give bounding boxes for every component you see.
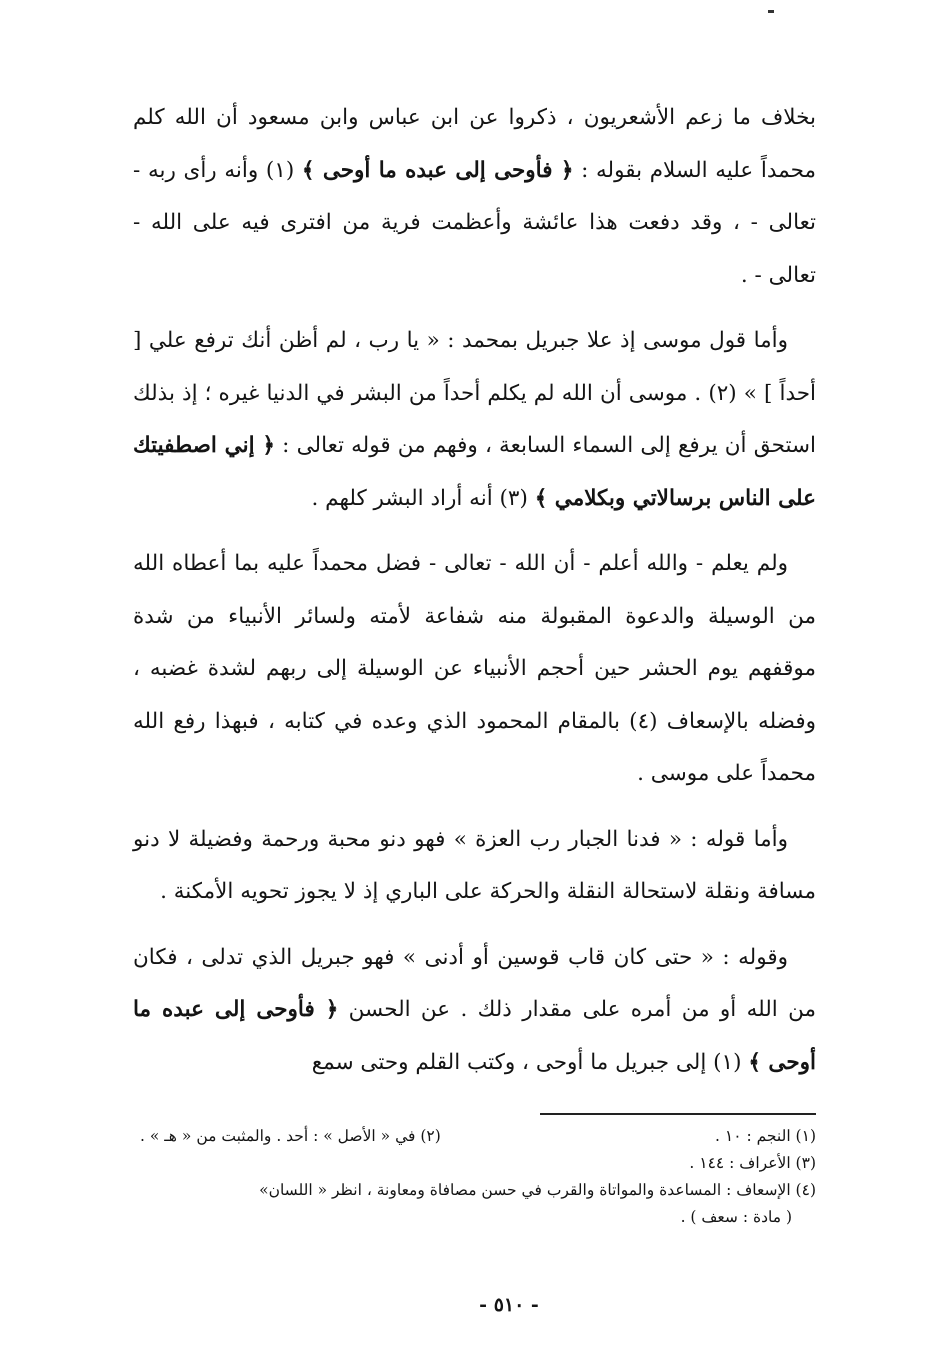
footnote-1: (١) النجم : ١٠ . [715,1127,816,1145]
page-number: - ٥١٠ - [479,1294,539,1316]
paragraph: وأما قوله : « فدنا الجبار رب العزة » فهو دنو محبة ورحمة وفضيلة لا دنو مسافة ونقلة لاستحالة النقلة والحركة على الباري إذ لا يجوز تحويه الأمكنة . [133,826,816,904]
quran-quote: ﴿ إني اصطفيتك على الناس برسالاتي وبكلامي ﴾ [133,433,816,511]
paragraph: وأما قول موسى إذ علا جبريل بمحمد : « يا رب ، لم أظن أنك ترفع علي [ أحداً ] » (٢) . موسى أن الله لم يكلم أحداً من البشر في الدنيا غيره ؛ إذ بذلك استحق أن يرفع إلى السماء السابعة ، وفهم من قوله تعالى : ﴿ إني اصطفيتك على الناس برسالاتي وبكلامي ﴾ (٣) أنه أراد البشر كلهم . [133,328,816,511]
main-text [133,92,816,1102]
quran-quote: ﴿ فأوحى إلى عبده ما أوحى ﴾ [133,997,816,1075]
footnote-4-continuation: ( مادة : سعف ) . [680,1208,792,1226]
footnote-2: (٢) في « الأصل » : أحد . والمثبت من « هـ » . [140,1127,441,1145]
paragraph: بخلاف ما زعم الأشعريون ، ذكروا عن ابن عباس وابن مسعود أن الله كلم محمداً عليه السلام بقوله : ﴿ فأوحى إلى عبده ما أوحى ﴾ (١) وأنه رأى ربه - تعالى - ، وقد دفعت هذا عائشة وأعظمت فرية من افترى فيه على الله - تعالى - . [133,105,816,288]
paragraph: ولم يعلم - والله أعلم - أن الله - تعالى - فضل محمداً عليه بما أعطاه الله من الوسيلة والدعوة المقبولة منه شفاعة لأمته ولسائر الأنبياء من شدة موقفهم يوم الحشر حين أحجم الأنبياء عن الوسيلة إلى ربهم لشدة غضبه ، وفضله بالإسعاف (٤) بالمقام المحمود الذي وعده في كتابه ، فبهذا رفع الله محمداً على موسى . [133,551,816,786]
quran-quote: ﴿ فأوحى إلى عبده ما أوحى ﴾ [301,157,574,183]
footnote-row [140,1123,816,1150]
scan-mark [768,10,774,13]
footnote-divider [540,1113,816,1115]
footnotes [140,1123,816,1231]
footnote-4: (٤) الإسعاف : المساعدة والمواتاة والقرب في حسن مصافاة ومعاونة ، انظر « اللسان» [259,1181,816,1199]
paragraph: وقوله : « حتى كان قاب قوسين أو أدنى » فهو جبريل الذي تدلى ، فكان من الله أو من أمره على مقدار ذلك . عن الحسن ﴿ فأوحى إلى عبده ما أوحى ﴾ (١) إلى جبريل ما أوحى ، وكتب القلم وحتى سمع [133,944,816,1075]
footnote-3: (٣) الأعراف : ١٤٤ . [689,1154,816,1172]
